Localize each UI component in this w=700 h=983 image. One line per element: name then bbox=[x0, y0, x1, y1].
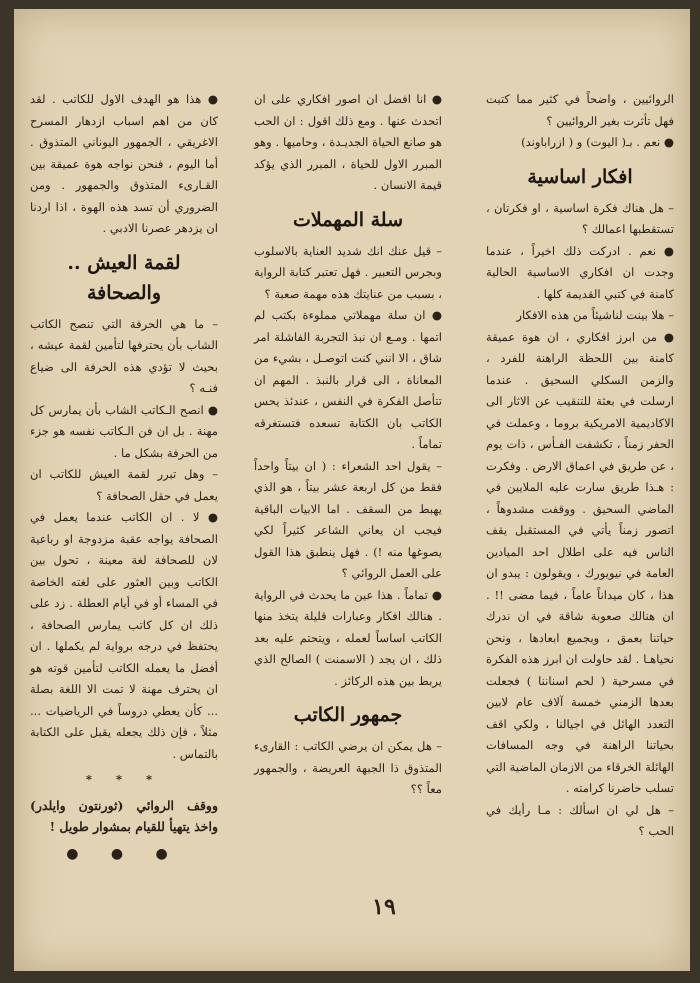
section-heading: سلة المهملات bbox=[292, 208, 404, 231]
answer: ● من ابرز افكاري ، ان هوة عميقة كامنة بين اللحظة الراهنة للفرد ، والزمن السكلي السحيق . عندما ارسلت في بعثة للتنقيب عن الاثار الى الاكاديمية الامريكية بروما ، وعملت في الحفر زمناً ، تكشفت الفـأس ، ذات يوم ، عن طريق في اعماق الارض . وفكرت : هـذا طريق سارت عليه الملايين في الماضي السحيق . ووقفت مشدوهاً ، اتصور زمناً يأتي في المستقبل يقف الناس فيه على اطلال احد الميادين العامة في نيويورك ، ويقولون : يبدو ان هذا ، كان ميداناً عاماً ، فيما مضى !! . ان هنالك صعوبة شاقة في ان ندرك حياتنا بعمق ، وبجميع ابعادها ، ونحن نحياهـا . لقد حاولت ان ابرز هذه الفكرة في مسرحية ( لحم اسناننا ) فجعلت بعدها الزمني خمسة آلاف عام لابين التعدد الهائل في اجيالنا ، ولكي اقف بحياتنا الراهنة في وجه المسافات الهائلة الخرقاء من الازمان الماضية التي تسلب حاضرنا كرامته . bbox=[486, 329, 674, 795]
end-dots: ● ● ● bbox=[66, 845, 182, 862]
question: – هل هناك فكرة اساسية ، او فكرتان ، تستقطبها اعمالك ؟ bbox=[486, 200, 674, 236]
column-right bbox=[486, 89, 674, 843]
page-number: ١٩ bbox=[372, 894, 396, 920]
question: – يقول احد الشعراء : ( ان بيتاً واحداً فقط من كل اربعة عشر بيتاً ، هو الذي يهبط من السقف . اما الابيات الباقية فيجب ان يعاني الشاعر كثيراً لكي يصوغها منه !) . فهل ينطبق هذا القول على العمل الروائي ؟ bbox=[254, 458, 442, 580]
paragraph: ● نعم . بـ( اليوت) و ( ازراباوند) bbox=[521, 135, 674, 149]
answer: ● ان سلة مهملاتي مملوءة بكتب لم اتمها . ومـع ان نبذ التجربة الفاشلة امر شاق ، الا انني كنت اتوصـل ، بشيء من المعاناة ، الى قرار بالنبذ . المهم ان تتأصل الفكرة في النفس ، عندئذ يحس الكاتب بان الكتابة تسعده فتستغرقه تماماً . bbox=[254, 308, 442, 451]
question: – وهل تبرر لقمة العيش للكاتب ان يعمل في حقل الصحافة ؟ bbox=[30, 467, 218, 503]
column-middle bbox=[254, 89, 442, 801]
question: – هلا بينت لناشيئاً من هذه الافكار bbox=[516, 308, 674, 322]
question: – قيل عنك انك شديد العناية بالاسلوب وبجرس التعبير . فهل تعتبر كتابة الرواية ، بسبب من عنايتك هذه مهمة صعبة ؟ bbox=[254, 243, 442, 301]
section-heading: لقمة العيش .. والصحافة bbox=[67, 251, 181, 304]
answer: ● هذا هو الهدف الاول للكاتب . لقد كان من اهم اسباب ازدهار المسرح الاغريقي ، الجمهور اليوناني المتذوق . أما اليوم ، فنحن نواجه هوة عميقة بين القـارىء المتذوق والجمهور . ومن الضروري أن تسد هذه الهوة ، اذا اردنا ان يزدهر عصرنا الادبي . bbox=[30, 92, 218, 235]
question: – هل لي ان اسألك : مـا رأيك في الحب ؟ bbox=[486, 802, 674, 838]
answer: ● نعم . ادركت ذلك اخيراً ، عندما وجدت ان افكاري الاساسية الحالية كامنة في كتبي القديمة كلها . bbox=[486, 243, 674, 301]
separator-stars: * * * bbox=[85, 772, 163, 786]
magazine-page bbox=[14, 9, 690, 971]
column-left bbox=[30, 89, 218, 871]
question: – هل يمكن ان يرضي الكاتب : القارىء المتذوق ذا الجبهة العريضة ، والجمهور معاً ؟؟ bbox=[254, 739, 442, 796]
section-heading: افكار اساسية bbox=[527, 165, 633, 188]
answer: ● انا افضل ان اصور افكاري على ان اتحدث عنها . ومع ذلك اقول : ان الحب هو صانع الحياة الجديـدة ، وحاميها . وهو المبرر الاول للحياة ، المبرر الذي يؤكد قيمة الانسان . bbox=[254, 92, 442, 192]
section-heading: جمهور الكاتب bbox=[293, 704, 403, 726]
answer: ● لا . ان الكاتب عندما يعمل في الصحافة يواجه عقبة مزدوجة او رباعية لان للصحافة لغة معينة ، تحول بين الكاتب وبين العثور على لغته الخاصة في المساء أو في أيام العطلة . زد على ذلك ان كل كاتب يمارس الصحافة ، يحتفظ في درجه برواية لم يكملها . ان أفضل ما يعمله الكاتب لتأمين قوته هو ان يحترف مهنة لا تمت الا اللغة بصلة ... كأن يعطي دروساً في الرياضيات ... مثلاً ، فإن ذلك يجعله يقبل على الكتابة بالتماس . bbox=[30, 510, 218, 761]
answer: ● انصح الـكاتب الشاب بأن يمارس كل مهنة . بل ان فن الـكاتب نفسه هو جزء من الحرفة بشكل ما . bbox=[30, 402, 218, 460]
closing-line: ووقف الروائي (ثورنتون وايلدر) واخذ يتهيأ للقيام بمشوار طويل ! bbox=[30, 797, 218, 834]
answer: ● تماماً . هذا عين ما يحدث في الرواية . هنالك افكار وعبارات قليلة يتخذ منها الكاتب اساساً لعمله ، ويتحتم عليه بعد ذلك ، ان يجد ( الاسمنت ) الصالح الذي يربط بين هذه الركائز . bbox=[254, 587, 442, 688]
paragraph: الروائيين ، واضحاً في كثير مما كتبت فهل تأثرت بغير الروائيين ؟ bbox=[486, 92, 674, 128]
question: – ما هي الحرفة التي تنصح الكاتب الشاب بأن يحترفها لتأمين لقمة عيشه ، بحيث لا تؤدي هذه الحرفة الى ضياع فنـه ؟ bbox=[30, 316, 218, 395]
